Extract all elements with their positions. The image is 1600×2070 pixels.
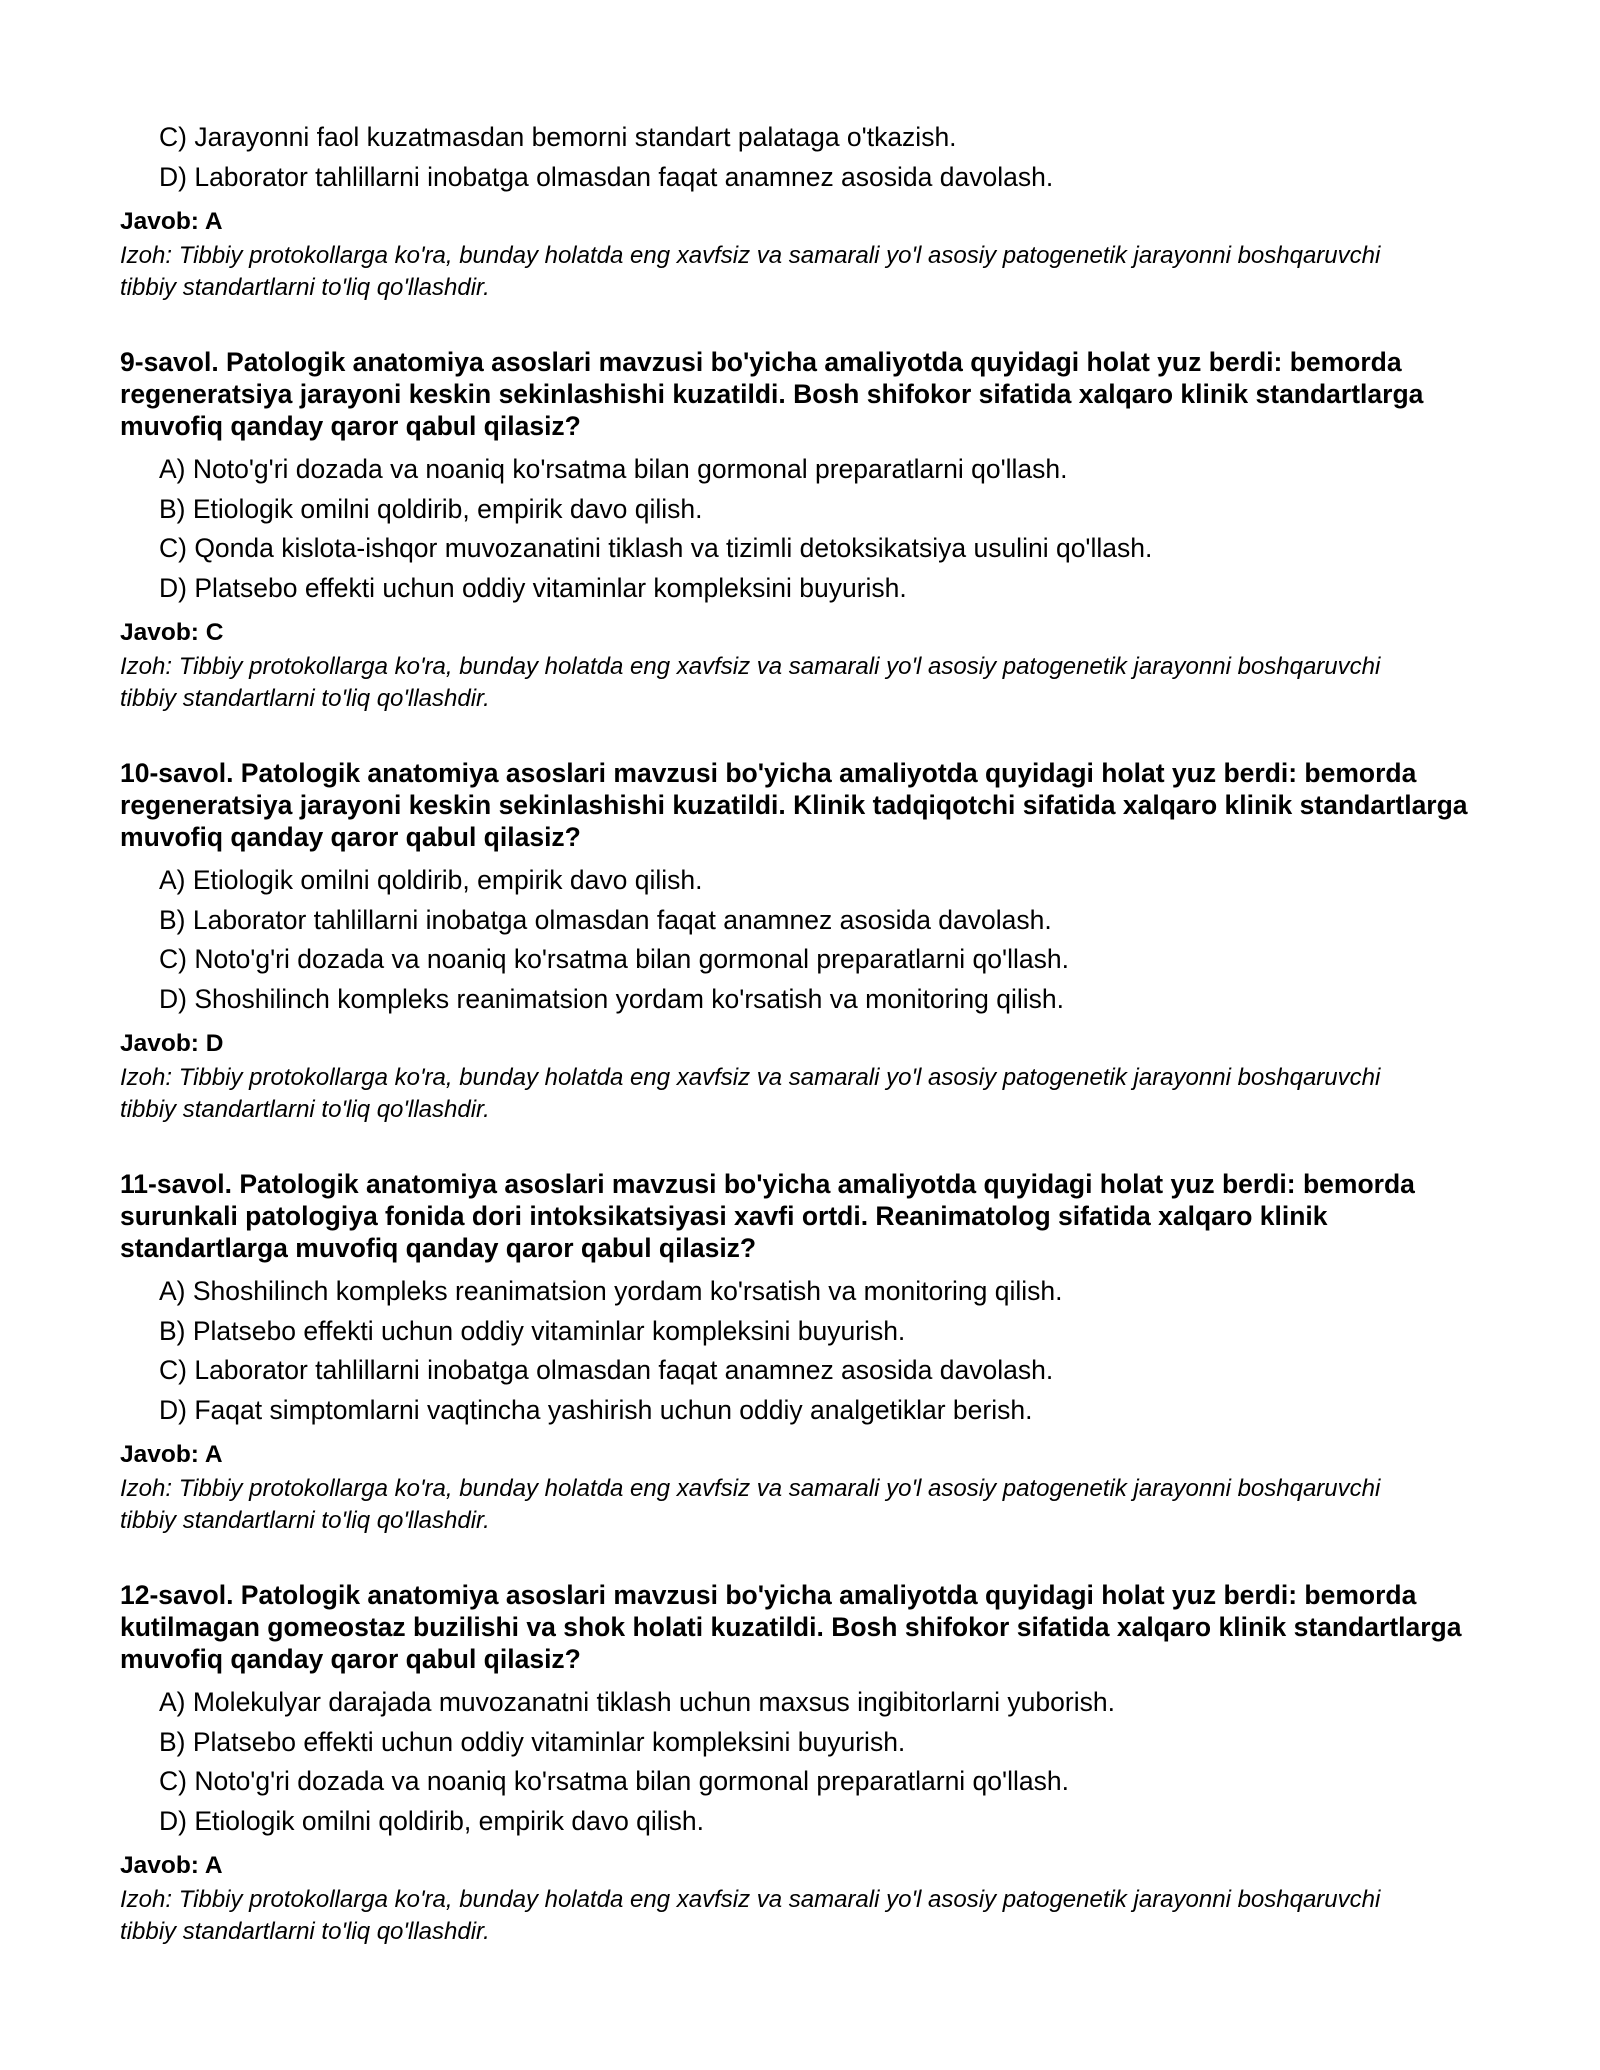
question-8-continuation: [120, 118, 1490, 304]
option-d: D) Laborator tahlillarni inobatga olmasdan faqat anamnez asosida davolash.: [159, 161, 1054, 192]
option-a: A) Molekulyar darajada muvozanatni tiklash uchun maxsus ingibitorlarni yuborish.: [159, 1687, 1115, 1717]
question-text: 12-savol. Patologik anatomiya asoslari mavzusi bo'yicha amaliyotda quyidagi holat yuz berdi: bemorda kutilmagan gomeostaz buzilishi va shok holati kuzatildi. Bosh shifokor sifatida xalqaro klinik standartlarga muvofiq qanday qaror qabul qilasiz?: [120, 1580, 1462, 1674]
option-a: A) Etiologik omilni qoldirib, empirik davo qilish.: [159, 865, 703, 895]
option-b: B) Platsebo effekti uchun oddiy vitaminlar kompleksini buyurish.: [159, 1315, 906, 1346]
question-text: 11-savol. Patologik anatomiya asoslari mavzusi bo'yicha amaliyotda quyidagi holat yuz berdi: bemorda surunkali patologiya fonida dori intoksikatsiyasi xavfi ortdi. Reanimatolog sifatida xalqaro klinik standartlarga muvofiq qanday qaror qabul qilasiz?: [120, 1169, 1415, 1263]
answer-label: Javob: C: [120, 619, 224, 646]
option-b: B) Etiologik omilni qoldirib, empirik davo qilish.: [159, 493, 703, 524]
option-d: D) Faqat simptomlarni vaqtincha yashirish uchun oddiy analgetiklar berish.: [159, 1394, 1033, 1425]
question-12: [120, 1579, 1490, 1948]
answer-label: Javob: A: [120, 1441, 223, 1468]
option-b: B) Platsebo effekti uchun oddiy vitaminlar kompleksini buyurish.: [159, 1726, 906, 1757]
option-d: D) Etiologik omilni qoldirib, empirik davo qilish.: [159, 1805, 704, 1836]
option-d: D) Shoshilinch kompleks reanimatsion yordam ko'rsatish va monitoring qilish.: [159, 983, 1064, 1014]
explanation-note: Izoh: Tibbiy protokollarga ko'ra, bunday holatda eng xavfsiz va samarali yo'l asosiy patogenetik jarayonni boshqaruvchi tibbiy standartlarni to'liq qo'llashdir.: [120, 653, 1381, 712]
option-a: A) Shoshilinch kompleks reanimatsion yordam ko'rsatish va monitoring qilish.: [159, 1276, 1063, 1306]
question-10: [120, 757, 1490, 1126]
option-c: C) Laborator tahlillarni inobatga olmasdan faqat anamnez asosida davolash.: [159, 1355, 1054, 1385]
question-text: 9-savol. Patologik anatomiya asoslari mavzusi bo'yicha amaliyotda quyidagi holat yuz berdi: bemorda regeneratsiya jarayoni keskin sekinlashishi kuzatildi. Bosh shifokor sifatida xalqaro klinik standartlarga muvofiq qanday qaror qabul qilasiz?: [120, 347, 1424, 441]
question-text: 10-savol. Patologik anatomiya asoslari mavzusi bo'yicha amaliyotda quyidagi holat yuz berdi: bemorda regeneratsiya jarayoni keskin sekinlashishi kuzatildi. Klinik tadqiqotchi sifatida xalqaro klinik standartlarga muvofiq qanday qaror qabul qilasiz?: [120, 758, 1468, 852]
explanation-note: Izoh: Tibbiy protokollarga ko'ra, bunday holatda eng xavfsiz va samarali yo'l asosiy patogenetik jarayonni boshqaruvchi tibbiy standartlarni to'liq qo'llashdir.: [120, 1475, 1381, 1534]
option-d: D) Platsebo effekti uchun oddiy vitaminlar kompleksini buyurish.: [159, 572, 907, 603]
option-list: [120, 450, 1490, 608]
question-9: [120, 346, 1490, 715]
explanation-note: Izoh: Tibbiy protokollarga ko'ra, bunday holatda eng xavfsiz va samarali yo'l asosiy patogenetik jarayonni boshqaruvchi tibbiy standartlarni to'liq qo'llashdir.: [120, 1886, 1381, 1945]
option-list: [120, 861, 1490, 1019]
option-a: A) Noto'g'ri dozada va noaniq ko'rsatma bilan gormonal preparatlarni qo'llash.: [159, 454, 1068, 484]
option-c: C) Noto'g'ri dozada va noaniq ko'rsatma bilan gormonal preparatlarni qo'llash.: [159, 1766, 1069, 1796]
option-c: C) Noto'g'ri dozada va noaniq ko'rsatma bilan gormonal preparatlarni qo'llash.: [159, 944, 1069, 974]
explanation-note: Izoh: Tibbiy protokollarga ko'ra, bunday holatda eng xavfsiz va samarali yo'l asosiy patogenetik jarayonni boshqaruvchi tibbiy standartlarni to'liq qo'llashdir.: [120, 1064, 1381, 1123]
question-11: [120, 1168, 1490, 1537]
option-c: C) Jarayonni faol kuzatmasdan bemorni standart palataga o'tkazish.: [159, 122, 957, 152]
option-b: B) Laborator tahlillarni inobatga olmasdan faqat anamnez asosida davolash.: [159, 904, 1052, 935]
answer-label: Javob: A: [120, 1852, 223, 1879]
explanation-note: Izoh: Tibbiy protokollarga ko'ra, bunday holatda eng xavfsiz va samarali yo'l asosiy patogenetik jarayonni boshqaruvchi tibbiy standartlarni to'liq qo'llashdir.: [120, 242, 1381, 301]
answer-label: Javob: A: [120, 208, 223, 235]
option-list: [120, 1272, 1490, 1430]
option-c: C) Qonda kislota-ishqor muvozanatini tiklash va tizimli detoksikatsiya usulini qo'llash.: [159, 533, 1153, 563]
option-list: [120, 118, 1490, 197]
option-list: [120, 1683, 1490, 1841]
answer-label: Javob: D: [120, 1030, 224, 1057]
